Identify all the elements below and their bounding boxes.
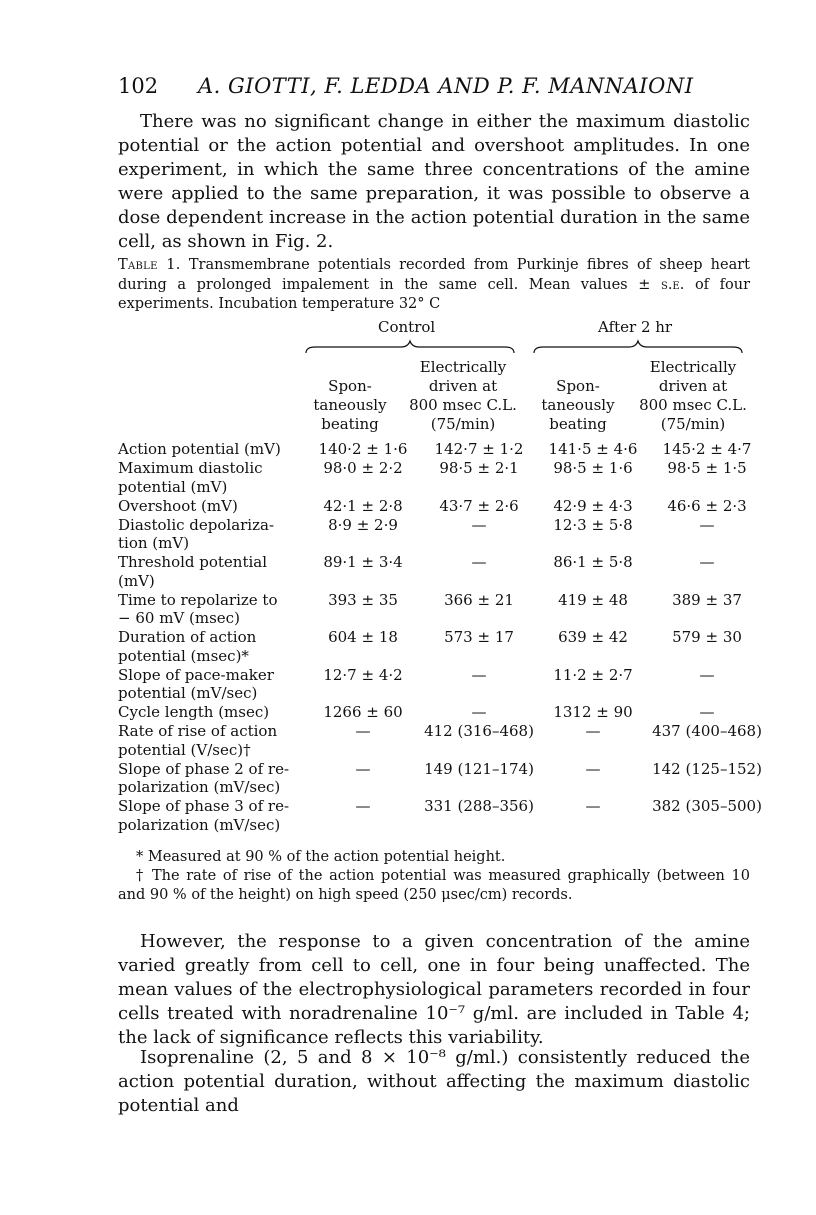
cell-value: 639 ± 42 [558,628,628,646]
row-label: Action potential (mV) [118,440,281,458]
cell-value: 11·2 ± 2·7 [553,665,633,684]
row-label: Rate of rise of action potential (V/sec)† [118,722,278,759]
cell-value: 437 (400–468) [652,722,762,740]
cell-value: 98·0 ± 2·2 [323,459,403,477]
cell-value: 142 (125–152) [652,759,762,778]
cell-value: 604 ± 18 [328,628,398,646]
row-label: Overshoot (mV) [118,496,238,515]
row-label: Duration of action potential (msec)* [118,628,257,665]
row-label: Time to repolarize to − 60 mV (msec) [118,590,278,627]
cell-value: 145·2 ± 4·7 [662,440,752,458]
footnote-asterisk: * Measured at 90 % of the action potential height. [136,849,506,865]
cell-value: — [585,759,601,778]
cell-value: — [471,553,487,571]
paragraph-variability: However, the response to a given concentration of the amine varied greatly from cell to cell, one in four being unaffected. The mean values of the electrophysiological parameters recorded in four cells treated with noradrenaline 10⁻⁷ g/ml. are included in Table 4; the lack of significance reflects this variability. [118,931,750,1048]
cell-value: 1312 ± 90 [553,703,633,721]
row-label: Threshold potential (mV) [118,553,268,590]
table-row [118,666,766,704]
row-label: Maximum diastolic potential (mV) [118,459,263,496]
cell-value: 142·7 ± 1·2 [434,440,524,458]
column-header-control-spontaneous: Spon- taneously beating [313,377,387,433]
cell-value: 419 ± 48 [558,590,628,609]
paragraph-intro: There was no significant change in either the maximum diastolic potential or the action potential and overshoot amplitudes. In one experiment, in which the same three concentrations of the amine were applied to the same preparation, it was possible to observe a dose dependent increase in the action potential duration in the same cell, as shown in Fig. 2. [118,111,750,252]
cell-value: — [355,759,371,778]
cell-value: — [699,515,715,534]
cell-value: 98·5 ± 1·5 [667,459,747,477]
footnote-dagger: † The rate of rise of the action potential was measured graphically (between 10 and 90 % of the height) on high speed (250 μsec/cm) records. [118,868,750,903]
cell-value: 42·9 ± 4·3 [553,496,633,515]
column-header-after-spontaneous: Spon- taneously beating [541,377,615,433]
cell-value: 366 ± 21 [444,590,514,609]
brace-control [305,340,515,354]
author-line: A. GIOTTI, F. LEDDA AND P. F. MANNAIONI [198,74,694,98]
cell-value: 89·1 ± 3·4 [323,553,403,571]
cell-value: — [699,553,715,571]
cell-value: — [471,515,487,534]
paragraph-isoprenaline: Isoprenaline (2, 5 and 8 × 10⁻⁸ g/ml.) consistently reduced the action potential duration, without affecting the maximum diastolic potential and [118,1047,750,1116]
table-row [118,722,766,760]
table-row [118,516,766,554]
cell-value: — [699,665,715,684]
cell-value: 12·7 ± 4·2 [323,665,403,684]
brace-after-2hr [533,340,743,354]
group-after-2hr: After 2 hr [598,318,673,336]
cell-value: — [699,703,715,721]
cell-value: 1266 ± 60 [323,703,403,721]
cell-value: 573 ± 17 [444,628,514,646]
running-header [118,74,758,98]
table-caption-text-a: Transmembrane potentials recorded from Purkinje fibres of sheep heart during a prolonged impalement in the same cell. Mean values ± [118,257,751,293]
cell-value: 393 ± 35 [328,590,398,609]
cell-value: 141·5 ± 4·6 [548,440,638,458]
table-caption-se: s.e. [660,276,685,293]
table-row [118,760,766,798]
cell-value: 412 (316–468) [424,722,534,740]
table-row [118,459,766,497]
table-row [118,703,766,722]
column-header-after-driven: Electrically driven at 800 msec C.L. (75/min) [639,358,747,433]
table-row [118,591,766,629]
table-caption-text-b: of four experiments. Incubation temperature 32° C [118,276,751,312]
table-row [118,497,766,516]
cell-value: — [471,703,487,721]
column-header-control-driven: Electrically driven at 800 msec C.L. (75/min) [409,358,517,433]
row-label: Slope of pace-maker potential (mV/sec) [118,665,274,702]
row-label: Diastolic depolariza- tion (mV) [118,515,275,552]
table-caption [118,256,750,315]
cell-value: — [471,665,487,684]
cell-value: 140·2 ± 1·6 [318,440,408,458]
table-caption-label: Table 1. [118,257,181,273]
page-number: 102 [118,74,159,98]
cell-value: 382 (305–500) [652,797,762,815]
cell-value: 98·5 ± 2·1 [439,459,519,477]
cell-value: 43·7 ± 2·6 [439,496,519,515]
cell-value: — [585,722,601,740]
cell-value: 42·1 ± 2·8 [323,496,403,515]
table-row [118,797,766,835]
table-row [118,553,766,591]
cell-value: 149 (121–174) [424,759,534,778]
cell-value: 12·3 ± 5·8 [553,515,633,534]
table-row [118,628,766,666]
row-label: Slope of phase 3 of re- polarization (mV/sec) [118,797,290,834]
cell-value: 98·5 ± 1·6 [553,459,633,477]
cell-value: 579 ± 30 [672,628,742,646]
row-label: Slope of phase 2 of re- polarization (mV/sec) [118,759,290,796]
cell-value: 86·1 ± 5·8 [553,553,633,571]
cell-value: 331 (288–356) [424,797,534,815]
data-table [118,440,766,835]
cell-value: 46·6 ± 2·3 [667,496,747,515]
cell-value: — [355,722,371,740]
cell-value: 389 ± 37 [672,590,742,609]
cell-value: 8·9 ± 2·9 [328,515,398,534]
row-label: Cycle length (msec) [118,703,270,721]
cell-value: — [355,797,371,815]
cell-value: — [585,797,601,815]
table-row [118,440,766,459]
group-control: Control [378,318,436,336]
